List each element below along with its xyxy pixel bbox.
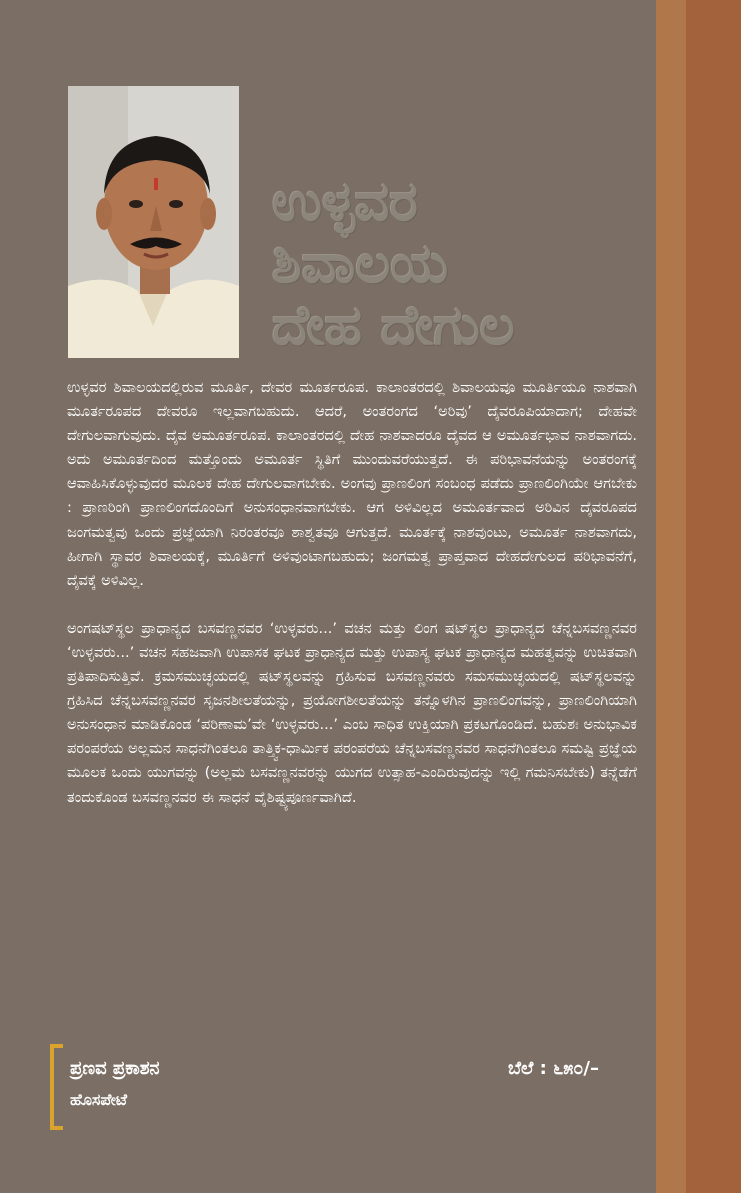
- title-line-3: ದೇಹ ದೇಗುಲ: [272, 293, 515, 357]
- blurb-text: [67, 376, 637, 834]
- book-title: [272, 170, 562, 356]
- blurb-paragraph-1: ಉಳ್ಳವರ ಶಿವಾಲಯದಲ್ಲಿರುವ ಮೂರ್ತಿ, ದೇವರ ಮೂರ್ತರೂಪ. ಕಾಲಾಂತರದಲ್ಲಿ ಶಿವಾಲಯವೂ ಮೂರ್ತಿಯೂ ನಾಶವಾಗಿ ಮೂರ್ತರೂಪದ ದೇವರೂ ಇಲ್ಲವಾಗಬಹುದು. ಆದರೆ, ಅಂತರಂಗದ ‘ಅರಿವು’ ದೈವರೂಪಿಯಾದಾಗ; ದೇಹವೇ ದೇಗುಲವಾಗುವುದು. ದೈವ ಅಮೂರ್ತರೂಪ. ಕಾಲಾಂತರದಲ್ಲಿ ದೇಹ ನಾಶವಾದರೂ ದೈವದ ಆ ಅಮೂರ್ತಭಾವ ನಾಶವಾಗದು. ಅದು ಅಮೂರ್ತದಿಂದ ಮತ್ತೊಂದು ಅಮೂರ್ತ ಸ್ಥಿತಿಗೆ ಮುಂದುವರೆಯುತ್ತದೆ. ಈ ಪರಿಭಾವನೆಯನ್ನು ಅಂತರಂಗಕ್ಕೆ ಆವಾಹಿಸಿಕೊಳ್ಳುವುದರ ಮೂಲಕ ದೇಹ ದೇಗುಲವಾಗಬೇಕು. ಅಂಗವು ಪ್ರಾಣಲಿಂಗ ಸಂಬಂಧ ಪಡೆದು ಪ್ರಾಣಲಿಂಗಿಯೇ ಆಗಬೇಕು : ಪ್ರಾಣರಿಂಗಿ ಪ್ರಾಣಲಿಂಗದೊಂದಿಗೆ ಅನುಸಂಧಾನವಾಗಬೇಕು. ಆಗ ಅಳಿವಿಲ್ಲದ ಅಮೂರ್ತವಾದ ಅರಿವಿನ ದೈವರೂಪದ ಜಂಗಮತ್ವವು ಒಂದು ಪ್ರಜ್ಞೆಯಾಗಿ ನಿರಂತರವೂ ಶಾಶ್ವತವೂ ಆಗುತ್ತದೆ. ಮೂರ್ತಕ್ಕೆ ನಾಶವುಂಟು, ಅಮೂರ್ತ ನಾಶವಾಗದು, ಹೀಗಾಗಿ ಸ್ಥಾವರ ಶಿವಾಲಯಕ್ಕೆ, ಮೂರ್ತಿಗೆ ಅಳಿವುಂಟಾಗಬಹುದು; ಜಂಗಮತ್ವ ಪ್ರಾಪ್ತವಾದ ದೇಹದೇಗುಲದ ಪರಿಭಾವನೆಗೆ, ದೈವಕ್ಕೆ ಅಳಿವಿಲ್ಲ.: [67, 379, 637, 589]
- spine-stripe-light: [656, 0, 686, 1193]
- publisher-bracket: [50, 1044, 63, 1130]
- book-price: ಬೆಲೆ : ೬೫೦/–: [508, 1058, 599, 1079]
- title-line-2: ಶಿವಾಲಯ: [272, 231, 449, 295]
- publisher-name: ಪ್ರಣವ ಪ್ರಕಾಶನ: [70, 1058, 160, 1079]
- author-photo: [68, 86, 239, 358]
- title-line-1: ಉಳ್ಳವರ: [272, 169, 418, 233]
- publisher-city: ಹೊಸಪೇಟೆ: [70, 1090, 128, 1109]
- spine-stripe-dark: [686, 0, 741, 1193]
- blurb-paragraph-2: ಅಂಗಷಟ್‌ಸ್ಥಲ ಪ್ರಾಧಾನ್ಯದ ಬಸವಣ್ಣನವರ ‘ಉಳ್ಳವರು...’ ವಚನ ಮತ್ತು ಲಿಂಗ ಷಟ್‌ಸ್ಥಲ ಪ್ರಾಧಾನ್ಯದ ಚೆನ್ನಬಸವಣ್ಣನವರ ‘ಉಳ್ಳವರು...’ ವಚನ ಸಹಜವಾಗಿ ಉಪಾಸಕ ಘಟಕ ಪ್ರಾಧಾನ್ಯದ ಮತ್ತು ಉಪಾಸ್ಯ ಘಟಕ ಪ್ರಾಧಾನ್ಯದ ಮಹತ್ವವನ್ನು ಉಚಿತವಾಗಿ ಪ್ರತಿಪಾದಿಸುತ್ತಿವೆ. ಕ್ರಮಸಮುಚ್ಛಯದಲ್ಲಿ ಷಟ್‌ಸ್ಥಲವನ್ನು ಗ್ರಹಿಸುವ ಬಸವಣ್ಣನವರು ಸಮಸಮುಚ್ಛಯದಲ್ಲಿ ಷಟ್‌ಸ್ಥಲವನ್ನು ಗ್ರಹಿಸಿದ ಚೆನ್ನಬಸವಣ್ಣನವರ ಸೃಜನಶೀಲತೆಯನ್ನು, ಪ್ರಯೋಗಶೀಲತೆಯನ್ನು ತನ್ನೊಳಗಿನ ಪ್ರಾಣಲಿಂಗವನ್ನು, ಪ್ರಾಣಲಿಂಗಿಯಾಗಿ ಅನುಸಂಧಾನ ಮಾಡಿಕೊಂಡ ‘ಪರಿಣಾಮ’ವೇ ‘ಉಳ್ಳವರು...’ ಎಂಬ ಸಾಧಿತ ಉಕ್ತಿಯಾಗಿ ಪ್ರಕಟಗೊಂಡಿದೆ. ಬಹುಶಃ ಅನುಭಾವಿಕ ಪರಂಪರೆಯ ಅಲ್ಲಮನ ಸಾಧನೆಗಿಂತಲೂ ತಾತ್ತ್ವಿಕ-ಧಾರ್ಮಿಕ ಪರಂಪರೆಯ ಚೆನ್ನಬಸವಣ್ಣನವರ ಸಾಧನೆಗಿಂತಲೂ ಸಮಷ್ಟಿ ಪ್ರಜ್ಞೆಯ ಮೂಲಕ ಒಂದು ಯುಗವನ್ನು (ಅಲ್ಲಮ ಬಸವಣ್ಣನವರನ್ನು ಯುಗದ ಉತ್ಸಾಹ-ಎಂದಿರುವುದನ್ನು ಇಲ್ಲಿ ಗಮನಿಸಬೇಕು) ತನ್ನೆಡೆಗೆ ತಂದುಕೊಂಡ ಬಸವಣ್ಣನವರ ಈ ಸಾಧನೆ ವೈಶಿಷ್ಟ್ಯಪೂರ್ಣವಾಗಿದೆ.: [67, 619, 637, 806]
